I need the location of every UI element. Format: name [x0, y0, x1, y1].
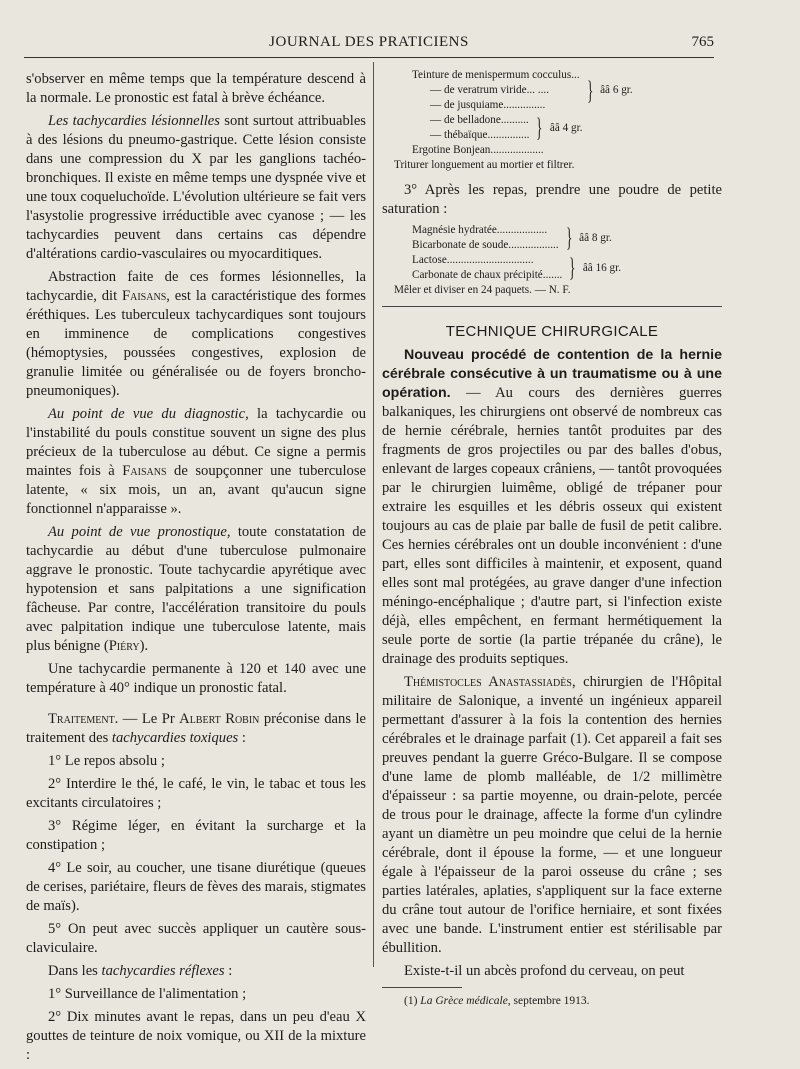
- list-item: 4° Le soir, au coucher, une tisane diurétique (queues de cerises, pariétaire, fleurs de fèves des marais, stigmates de maïs).: [26, 860, 366, 914]
- italic-term: Au point de vue du diagnostic,: [48, 406, 249, 422]
- author-name: Faisans: [122, 288, 167, 304]
- left-column: [26, 70, 366, 1069]
- list-item: 3° Régime léger, en évitant la surcharge et la constipation ;: [26, 818, 366, 853]
- paragraph-reflex-tachycardia: [26, 962, 366, 981]
- paragraph-continuation: s'observer en même temps que la température descend à la normale. Le pronostic est fatal à brève échéance.: [26, 71, 366, 106]
- formula-line: Ergotine Bonjean...................: [412, 144, 544, 156]
- formula-powder: [382, 223, 722, 298]
- article-title: Nouveau procédé de contention de la hernie cérébrale consécutive à un traumatisme ou à une opération.: [382, 347, 722, 401]
- author-name: Albert Robin: [179, 711, 260, 727]
- paragraph-text: , chirurgien de l'Hôpital militaire de Salonique, a inventé un ingénieux appareil permettant d'assurer à la fois la contention des hernies cérébrales et le drainage parfait (1). Cet appareil a fait ses preuves pendant la guerre Gréco-Bulgare. Il se compose d'une lame de plomb malléable, de 1/2 millimètre d'épaisseur : sa partie moyenne, ou drain-pelote, percée de trous pour le drainage, affecte la forme d'un cylindre ayant un diamètre un peu moindre que celui de la hernie cérébrale, dont il épouse la forme, — et une longueur égale à l'épaisseur de la paroi osseuse du crâne ; ses parties latérales, aplaties, s'appliquent sur la face externe du crâne tout autour de l'orifice herniaire, et sont fixées avec une bande. L'instrument entier est stérilisable par ébullition.: [382, 674, 722, 956]
- formula-quantity: ââ 8 gr.: [579, 231, 612, 244]
- italic-term: tachycardies réflexes: [101, 963, 225, 979]
- running-header: [24, 34, 714, 54]
- page-number: 765: [691, 34, 714, 50]
- formula-group: [412, 223, 722, 253]
- formula-mixture: [382, 68, 722, 173]
- list-item: 2° Interdire le thé, le café, le vin, le tabac et tous les excitants circulatoires ;: [26, 776, 366, 811]
- italic-term: tachycardies toxiques: [111, 730, 239, 746]
- footnote-text: , septembre 1913.: [507, 995, 590, 1007]
- paragraph-text: la tachycardie ou l'instabilité du pouls constitue souvent un signe des plus précieux de la tuberculose au début. Ce signe a permis maintes fois à: [26, 406, 366, 479]
- formula-line: Magnésie hydratée..................: [412, 224, 548, 236]
- formula-line: Lactose...............................: [412, 254, 534, 266]
- paragraph-text: ).: [139, 638, 149, 654]
- formula-group: [412, 68, 722, 113]
- list-item: 1° Surveillance de l'alimentation ;: [48, 986, 247, 1002]
- article-paragraph: Existe-t-il un abcès profond du cerveau, on peut: [404, 963, 685, 979]
- formula-group: [412, 113, 722, 143]
- paragraph-text: toute constatation de tachycardie au début d'une tuberculose pulmonaire aggrave le pronostic. Toute tachycardie apyrétique avec hypotension et sans palpitations a une signification fâcheuse. Par contre, l'accélération transitoire du pouls avec palpitation indique une tuberculose latente, mais plus bénigne (: [26, 524, 366, 654]
- brace-icon: }: [536, 113, 543, 142]
- article-paragraph: [382, 673, 722, 958]
- formula-group: [412, 253, 722, 283]
- formula-line: Bicarbonate de soude..................: [412, 239, 559, 251]
- footnote-number: (1): [404, 995, 421, 1007]
- list-item: 2° Dix minutes avant le repas, dans un peu d'eau X gouttes de teinture de noix vomique, ou XII de la mixture :: [26, 1009, 366, 1063]
- formula-quantity: ââ 6 gr.: [600, 84, 633, 96]
- paragraph-after-meals: 3° Après les repas, prendre une poudre de petite saturation :: [382, 182, 722, 217]
- paragraph-text: sont surtout attribuables à des lésions du pneumo-gastrique. Cette lésion consiste dans une compression du X par les ganglions tachéo-bronchiques. Il existe en même temps une dyspnée vive et une toux coqueluchoïde. L'évolution ultérieure se fait vers l'asystolie progressive irréductible avec cyanose ; — les tachycardies peuvent dans certains cas dépendre d'altérations cardio-vasculaires ou myocarditiques.: [26, 113, 366, 262]
- section-rule: [382, 306, 722, 307]
- header-rule: [24, 57, 714, 58]
- paragraph-text: préconise dans le traitement des: [26, 711, 366, 746]
- paragraph-fatal-prognosis: Une tachycardie permanente à 120 et 140 avec une température à 40° indique un pronostic fatal.: [26, 661, 366, 696]
- paragraph-text: — Au cours des dernières guerres balkaniques, les chirurgiens ont observé de nombreux cas de hernie cérébrale, hernies tantôt produites par des fragments de gros projectiles ou par des balles d'obus, enlevant de larges copeaux crâniens, — tantôt provoquées par le chirurgien luimême, obligé de trépaner pour extraire les esquilles et les débris osseux qui existent toujours au cas de plaie par balle de fusil de petit calibre. Ces hernies cérébrales ont un double inconvénient : d'une part, elles sont difficiles à maintenir, et exposent, quand elles sont mal protégées, au grave danger d'une infection méningo-encéphalique ; d'autre part, si l'infection existe déjà, elles empêchent, en fermant hermétiquement la seule porte de sortie (la partie trépanée du crâne), le drainage des produits septiques.: [382, 385, 722, 667]
- author-name: Piéry: [108, 638, 140, 654]
- list-item: 1° Le repos absolu ;: [48, 753, 165, 769]
- author-name: Thémistocles Anastassiadès: [404, 674, 572, 690]
- italic-term: Les tachycardies lésionnelles: [48, 113, 220, 129]
- formula-quantity: ââ 4 gr.: [549, 121, 583, 134]
- article-paragraph: [382, 346, 722, 669]
- list-item: 5° On peut avec succès appliquer un cautère sous-claviculaire.: [26, 921, 366, 956]
- journal-title: JOURNAL DES PRATICIENS: [269, 34, 469, 50]
- paragraph-text: :: [238, 730, 246, 746]
- formula-line: Teinture de menispermum cocculus...: [412, 69, 580, 81]
- formula-line: — de belladone..........: [430, 114, 529, 126]
- formula-line: — de jusquiame...............: [430, 99, 546, 111]
- right-column: [382, 68, 722, 1015]
- footnote-rule: [382, 987, 462, 988]
- formula-line: — de veratrum viride... ....: [430, 84, 549, 96]
- footnote: [382, 992, 722, 1011]
- section-title: TECHNIQUE CHIRURGICALE: [445, 323, 659, 340]
- paragraph-diagnostic: [26, 405, 366, 519]
- formula-line: — thébaïque...............: [430, 129, 530, 141]
- paragraph-text: — Le Pr: [118, 711, 180, 727]
- italic-term: Au point de vue pronostique,: [48, 524, 231, 540]
- paragraph-text: :: [224, 963, 233, 979]
- formula-instruction: Mêler et diviser en 24 paquets. — N. F.: [394, 284, 571, 296]
- formula-line: Carbonate de chaux précipité.......: [412, 269, 563, 281]
- column-divider: [373, 62, 374, 967]
- formula-instruction: Triturer longuement au mortier et filtrer.: [394, 159, 575, 171]
- author-name: Faisans: [122, 463, 167, 479]
- brace-icon: }: [565, 223, 573, 252]
- footnote-source: La Grèce médicale: [420, 995, 508, 1007]
- paragraph-erethic-forms: [26, 268, 366, 401]
- section-label: Traitement.: [48, 711, 119, 727]
- brace-icon: }: [586, 75, 593, 105]
- paragraph-lesional-tachycardia: [26, 112, 366, 264]
- brace-icon: }: [569, 253, 576, 282]
- paragraph-prognostic: [26, 523, 366, 656]
- formula-quantity: ââ 16 gr.: [582, 261, 622, 274]
- paragraph-treatment: [26, 710, 366, 748]
- paragraph-text: de soupçonner une tuberculose latente, « six mois, un an, avant qu'aucun signe fonctionnel n'apparaisse ».: [26, 463, 366, 517]
- paragraph-text: Abstraction faite de ces formes lésionnelles, la tachycardie, dit: [26, 269, 366, 304]
- paragraph-text: Dans les: [48, 963, 102, 979]
- paragraph-text: , est la caractéristique des formes éréthiques. Les tuberculeux tachycardiques sont toujours en imminence de complications congestives (hémoptysies, poussées congestives, explosion de granulie limitée ou généralisée ou de foyers broncho-pneumoniques).: [26, 288, 366, 399]
